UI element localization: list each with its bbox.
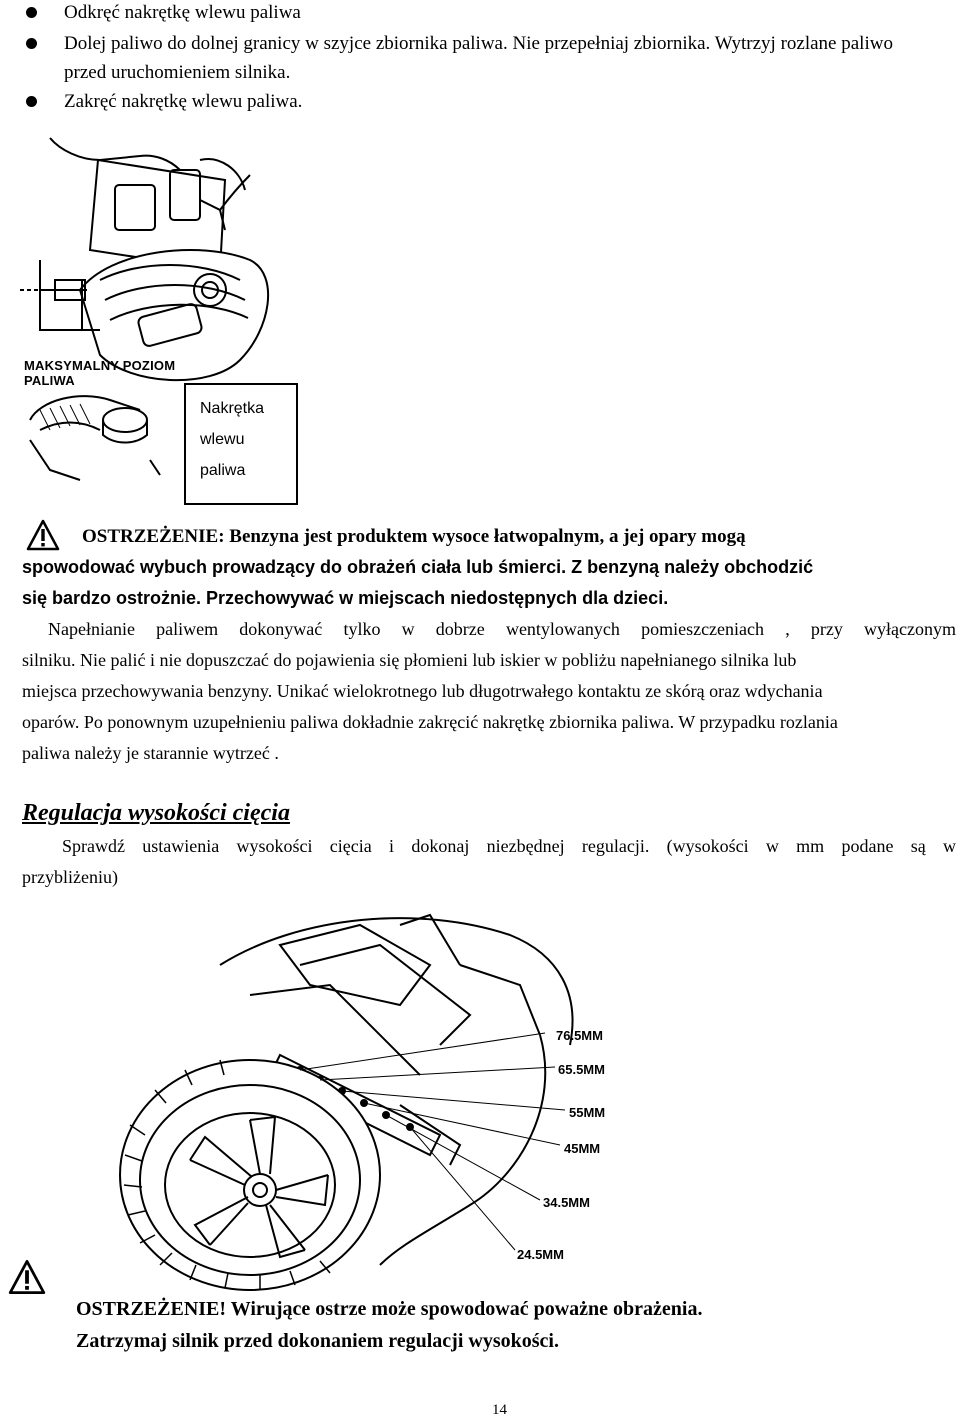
- warning-text-line: się bardzo ostrożnie. Przechowywać w miejscach niedostępnych dla dzieci.: [22, 588, 669, 608]
- warning-icon: [26, 518, 60, 552]
- paragraph-line: silniku. Nie palić i nie dopuszczać do pojawienia się płomieni lub iskier w pobliżu napełnianego silnika lub: [22, 650, 797, 670]
- paragraph-line: oparów. Po ponownym uzupełnieniu paliwa dokładnie zakręcić nakrętkę zbiornika paliwa. W przypadku rozlania: [22, 712, 838, 732]
- list-item-text: Dolej paliwo do dolnej granicy w szyjce zbiornika paliwa. Nie przepełniaj zbiornika. Wytrzyj rozlane paliwo: [64, 33, 893, 54]
- bullet-icon: [26, 38, 37, 49]
- section-text-line: przybliżeniu): [22, 867, 118, 887]
- list-item-text: przed uruchomieniem silnika.: [64, 62, 291, 83]
- max-fuel-level-line: MAKSYMALNY POZIOM: [24, 358, 176, 373]
- max-fuel-level-line: PALIWA: [24, 373, 75, 388]
- callout-line: paliwa: [200, 462, 246, 479]
- height-label-55: 55MM: [569, 1105, 606, 1120]
- fuel-cap-callout: [184, 383, 298, 505]
- height-label-24-5: 24.5MM: [517, 1247, 564, 1262]
- section-heading: Regulacja wysokości cięcia: [22, 800, 290, 826]
- warning-text-line: OSTRZEŻENIE: Benzyna jest produktem wysoce łatwopalnym, a jej opary mogą: [82, 526, 746, 547]
- warning-text-line: spowodować wybuch prowadzący do obrażeń ciała lub śmierci. Z benzyną należy obchodzić: [22, 557, 814, 577]
- warning-icon: [8, 1258, 46, 1296]
- warning-text-line: Zatrzymaj silnik przed dokonaniem regulacji wysokości.: [76, 1330, 559, 1352]
- height-label-76-5: 76.5MM: [556, 1028, 603, 1043]
- bullet-icon: [26, 96, 37, 107]
- page-number: 14: [492, 1402, 507, 1418]
- height-label-34-5: 34.5MM: [543, 1195, 590, 1210]
- list-item-text: Odkręć nakrętkę wlewu paliwa: [64, 2, 301, 23]
- height-adjustment-illustration: [100, 905, 600, 1295]
- warning-text-line: OSTRZEŻENIE! Wirujące ostrze może spowodować poważne obrażenia.: [76, 1298, 703, 1320]
- paragraph-line: Napełnianie paliwem dokonywać tylko w dobrze wentylowanych pomieszczeniach , przy wyłączonym: [48, 619, 956, 639]
- section-text-line: Sprawdź ustawienia wysokości cięcia i dokonaj niezbędnej regulacji. (wysokości w mm podane są w: [62, 836, 956, 856]
- callout-line: Nakrętka: [200, 400, 265, 417]
- list-item-text: Zakręć nakrętkę wlewu paliwa.: [64, 91, 303, 112]
- height-label-65-5: 65.5MM: [558, 1062, 605, 1077]
- height-label-45: 45MM: [564, 1141, 601, 1156]
- paragraph-line: miejsca przechowywania benzyny. Unikać wielokrotnego lub długotrwałego kontaktu ze skórą oraz wdychania: [22, 681, 823, 701]
- paragraph-line: paliwa należy je starannie wytrzeć .: [22, 743, 279, 763]
- bullet-icon: [26, 7, 37, 18]
- max-fuel-level-label: [24, 358, 175, 388]
- callout-line: wlewu: [200, 431, 245, 448]
